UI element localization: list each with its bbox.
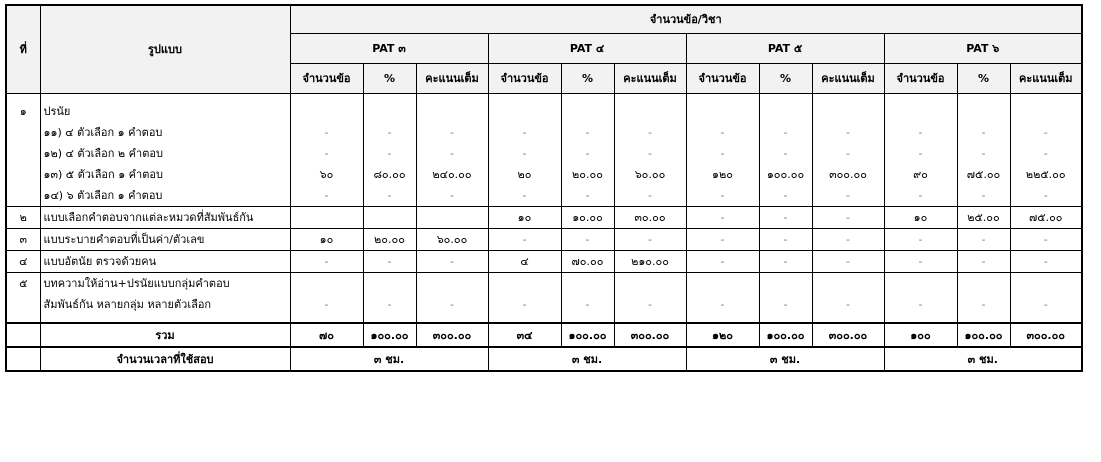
- row-value: -: [812, 143, 884, 164]
- table-row: [6, 206, 1082, 228]
- total-value: ๓๐๐.๐๐: [416, 323, 488, 347]
- row-number: [6, 294, 40, 315]
- spacer-cell: [290, 93, 363, 101]
- row-number: ๓: [6, 228, 40, 250]
- row-value: -: [812, 294, 884, 315]
- header-col-fullscore: คะแนนเต็ม: [812, 63, 884, 93]
- row-value: [812, 101, 884, 122]
- row-value: -: [488, 122, 561, 143]
- row-value: -: [488, 294, 561, 315]
- row-label: บทความให้อ่าน+ปรนัยแบบกลุ่มคำตอบ: [40, 272, 290, 294]
- header-col-percent: %: [561, 63, 614, 93]
- row-value: [416, 101, 488, 122]
- row-value: -: [363, 122, 416, 143]
- row-value: -: [759, 294, 812, 315]
- row-value: ๑๒๐: [686, 164, 759, 185]
- row-value: ๑๐: [884, 206, 957, 228]
- row-number: ๔: [6, 250, 40, 272]
- row-value: -: [884, 122, 957, 143]
- exam-format-table-wrapper: [5, 4, 1083, 372]
- table-row: [6, 143, 1082, 164]
- row-value: -: [686, 185, 759, 207]
- row-value: -: [957, 122, 1010, 143]
- row-value: ๒๒๕.๐๐: [1010, 164, 1082, 185]
- row-value: -: [561, 228, 614, 250]
- row-value: -: [957, 250, 1010, 272]
- row-value: ๓๐.๐๐: [614, 206, 686, 228]
- header-col-percent: %: [759, 63, 812, 93]
- row-number: [6, 143, 40, 164]
- row-value: ๑๐: [488, 206, 561, 228]
- row-value: -: [561, 185, 614, 207]
- spacer-cell: [812, 93, 884, 101]
- spacer-cell: [759, 315, 812, 323]
- table-row: [6, 250, 1082, 272]
- total-value: ๑๐๐.๐๐: [363, 323, 416, 347]
- row-value: -: [363, 294, 416, 315]
- spacer-cell: [957, 315, 1010, 323]
- total-blank: [6, 323, 40, 347]
- row-value: [1010, 101, 1082, 122]
- total-value: ๓๔: [488, 323, 561, 347]
- header-subject-pat5: PAT ๕: [686, 33, 884, 63]
- row-label: ๑๓) ๕ ตัวเลือก ๑ คำตอบ: [40, 164, 290, 185]
- spacer-cell: [416, 93, 488, 101]
- row-value: -: [614, 185, 686, 207]
- row-value: [290, 101, 363, 122]
- spacer-cell: [363, 93, 416, 101]
- row-value: -: [363, 185, 416, 207]
- total-value: ๑๐๐.๐๐: [759, 323, 812, 347]
- row-value: -: [290, 250, 363, 272]
- table-row: [6, 294, 1082, 315]
- time-value: ๓ ชม.: [290, 347, 488, 371]
- row-value: ๙๐: [884, 164, 957, 185]
- row-number: ๑: [6, 101, 40, 122]
- spacer-cell: [416, 315, 488, 323]
- exam-format-table: [5, 4, 1083, 372]
- table-row: [6, 228, 1082, 250]
- spacer-cell: [884, 93, 957, 101]
- header-col-count: จำนวนข้อ: [488, 63, 561, 93]
- row-value: [561, 101, 614, 122]
- row-value: -: [759, 228, 812, 250]
- row-value: -: [1010, 143, 1082, 164]
- row-value: -: [416, 185, 488, 207]
- spacer-cell: [488, 315, 561, 323]
- row-value: -: [363, 143, 416, 164]
- time-value: ๓ ชม.: [488, 347, 686, 371]
- row-label: ๑๑) ๔ ตัวเลือก ๑ คำตอบ: [40, 122, 290, 143]
- row-value: ๒๑๐.๐๐: [614, 250, 686, 272]
- header-no: ที่: [6, 5, 40, 93]
- row-value: ๗๕.๐๐: [1010, 206, 1082, 228]
- row-value: -: [561, 143, 614, 164]
- total-row: [6, 323, 1082, 347]
- spacer-cell: [6, 315, 40, 323]
- time-label: จำนวนเวลาที่ใช้สอบ: [40, 347, 290, 371]
- spacer-cell: [614, 93, 686, 101]
- row-value: [686, 101, 759, 122]
- row-number: ๒: [6, 206, 40, 228]
- spacer-cell: [6, 93, 40, 101]
- row-value: -: [614, 122, 686, 143]
- row-value: ๗๕.๐๐: [957, 164, 1010, 185]
- row-value: -: [290, 185, 363, 207]
- row-value: -: [812, 250, 884, 272]
- row-value: -: [1010, 294, 1082, 315]
- row-value: -: [686, 143, 759, 164]
- total-value: ๓๐๐.๐๐: [614, 323, 686, 347]
- row-value: [561, 272, 614, 294]
- row-value: [488, 272, 561, 294]
- row-value: -: [957, 143, 1010, 164]
- table-row: [6, 185, 1082, 207]
- spacer-cell: [957, 93, 1010, 101]
- row-value: -: [686, 122, 759, 143]
- header-col-count: จำนวนข้อ: [884, 63, 957, 93]
- row-label: แบบอัตนัย ตรวจด้วยคน: [40, 250, 290, 272]
- row-value: -: [884, 143, 957, 164]
- row-value: [363, 101, 416, 122]
- row-value: -: [416, 122, 488, 143]
- row-value: [614, 101, 686, 122]
- row-value: -: [686, 228, 759, 250]
- row-value: -: [1010, 122, 1082, 143]
- row-value: -: [488, 143, 561, 164]
- header-col-count: จำนวนข้อ: [290, 63, 363, 93]
- row-value: -: [759, 206, 812, 228]
- time-value: ๓ ชม.: [686, 347, 884, 371]
- row-value: [290, 206, 363, 228]
- row-value: ๖๐.๐๐: [416, 228, 488, 250]
- header-col-count: จำนวนข้อ: [686, 63, 759, 93]
- row-value: [957, 272, 1010, 294]
- row-value: ๔: [488, 250, 561, 272]
- row-value: -: [884, 294, 957, 315]
- spacer-cell: [1010, 93, 1082, 101]
- row-value: -: [812, 228, 884, 250]
- header-col-fullscore: คะแนนเต็ม: [1010, 63, 1082, 93]
- row-value: [290, 272, 363, 294]
- time-blank: [6, 347, 40, 371]
- row-value: -: [416, 143, 488, 164]
- time-value: ๓ ชม.: [884, 347, 1082, 371]
- row-label: แบบระบายคำตอบที่เป็นค่า/ตัวเลข: [40, 228, 290, 250]
- table-row: [6, 101, 1082, 122]
- row-value: -: [759, 250, 812, 272]
- row-value: ๑๐.๐๐: [561, 206, 614, 228]
- total-value: ๑๐๐.๐๐: [957, 323, 1010, 347]
- spacer-cell: [290, 315, 363, 323]
- row-value: [1010, 272, 1082, 294]
- row-value: -: [290, 122, 363, 143]
- row-value: [363, 272, 416, 294]
- row-value: -: [416, 294, 488, 315]
- row-value: ๗๐.๐๐: [561, 250, 614, 272]
- row-value: -: [614, 294, 686, 315]
- total-value: ๑๐๐.๐๐: [561, 323, 614, 347]
- spacer-cell: [884, 315, 957, 323]
- row-value: ๒๔๐.๐๐: [416, 164, 488, 185]
- row-value: ๓๐๐.๐๐: [812, 164, 884, 185]
- row-value: -: [614, 143, 686, 164]
- row-value: -: [561, 122, 614, 143]
- row-number: [6, 185, 40, 207]
- row-label: สัมพันธ์กัน หลายกลุ่ม หลายตัวเลือก: [40, 294, 290, 315]
- exam-time-row: [6, 347, 1082, 371]
- row-value: -: [884, 185, 957, 207]
- header-col-percent: %: [957, 63, 1010, 93]
- header-col-percent: %: [363, 63, 416, 93]
- row-value: -: [488, 185, 561, 207]
- row-value: -: [884, 250, 957, 272]
- row-number: ๕: [6, 272, 40, 294]
- spacer-cell: [561, 315, 614, 323]
- spacer-cell: [40, 315, 290, 323]
- total-value: ๑๐๐: [884, 323, 957, 347]
- row-value: -: [957, 228, 1010, 250]
- row-value: [884, 101, 957, 122]
- header-group: จำนวนข้อ/วิชา: [290, 5, 1082, 33]
- row-number: [6, 164, 40, 185]
- header-col-fullscore: คะแนนเต็ม: [416, 63, 488, 93]
- row-value: ๘๐.๐๐: [363, 164, 416, 185]
- row-value: -: [884, 228, 957, 250]
- row-value: -: [1010, 250, 1082, 272]
- row-value: -: [759, 185, 812, 207]
- row-value: [884, 272, 957, 294]
- row-value: -: [812, 206, 884, 228]
- row-label: ๑๔) ๖ ตัวเลือก ๑ คำตอบ: [40, 185, 290, 207]
- row-value: -: [488, 228, 561, 250]
- row-value: [416, 272, 488, 294]
- row-number: [6, 122, 40, 143]
- row-value: ๒๐.๐๐: [561, 164, 614, 185]
- row-value: [488, 101, 561, 122]
- row-value: -: [290, 143, 363, 164]
- header-subject-pat6: PAT ๖: [884, 33, 1082, 63]
- spacer-cell: [759, 93, 812, 101]
- total-label: รวม: [40, 323, 290, 347]
- row-value: -: [686, 294, 759, 315]
- row-value: -: [1010, 228, 1082, 250]
- spacer-cell: [812, 315, 884, 323]
- row-value: -: [759, 143, 812, 164]
- row-value: -: [812, 122, 884, 143]
- row-value: ๑๐: [290, 228, 363, 250]
- total-value: ๓๐๐.๐๐: [1010, 323, 1082, 347]
- spacer-cell: [561, 93, 614, 101]
- row-value: -: [1010, 185, 1082, 207]
- spacer-cell: [488, 93, 561, 101]
- spacer-cell: [686, 93, 759, 101]
- row-value: [416, 206, 488, 228]
- spacer-cell: [614, 315, 686, 323]
- row-label: ๑๒) ๔ ตัวเลือก ๒ คำตอบ: [40, 143, 290, 164]
- header-subject-pat4: PAT ๔: [488, 33, 686, 63]
- table-row: [6, 272, 1082, 294]
- row-value: -: [363, 250, 416, 272]
- total-value: ๗๐: [290, 323, 363, 347]
- row-value: -: [812, 185, 884, 207]
- row-value: -: [416, 250, 488, 272]
- row-value: -: [561, 294, 614, 315]
- header-subject-pat3: PAT ๓: [290, 33, 488, 63]
- row-value: -: [614, 228, 686, 250]
- spacer-cell: [363, 315, 416, 323]
- row-value: -: [957, 185, 1010, 207]
- row-value: ๖๐: [290, 164, 363, 185]
- row-value: [759, 101, 812, 122]
- spacer-cell: [40, 93, 290, 101]
- row-value: [812, 272, 884, 294]
- row-value: [614, 272, 686, 294]
- row-value: [686, 272, 759, 294]
- total-value: ๓๐๐.๐๐: [812, 323, 884, 347]
- table-row: [6, 164, 1082, 185]
- header-format: รูปแบบ: [40, 5, 290, 93]
- row-value: [957, 101, 1010, 122]
- row-value: [759, 272, 812, 294]
- table-row: [6, 122, 1082, 143]
- row-value: ๒๕.๐๐: [957, 206, 1010, 228]
- row-label: แบบเลือกคำตอบจากแต่ละหมวดที่สัมพันธ์กัน: [40, 206, 290, 228]
- row-value: ๒๐: [488, 164, 561, 185]
- total-value: ๑๒๐: [686, 323, 759, 347]
- row-value: -: [290, 294, 363, 315]
- row-value: ๑๐๐.๐๐: [759, 164, 812, 185]
- header-col-fullscore: คะแนนเต็ม: [614, 63, 686, 93]
- spacer-cell: [686, 315, 759, 323]
- row-value: -: [686, 206, 759, 228]
- row-value: ๒๐.๐๐: [363, 228, 416, 250]
- row-value: ๖๐.๐๐: [614, 164, 686, 185]
- row-value: [363, 206, 416, 228]
- row-label: ปรนัย: [40, 101, 290, 122]
- row-value: -: [957, 294, 1010, 315]
- row-value: -: [686, 250, 759, 272]
- row-value: -: [759, 122, 812, 143]
- spacer-cell: [1010, 315, 1082, 323]
